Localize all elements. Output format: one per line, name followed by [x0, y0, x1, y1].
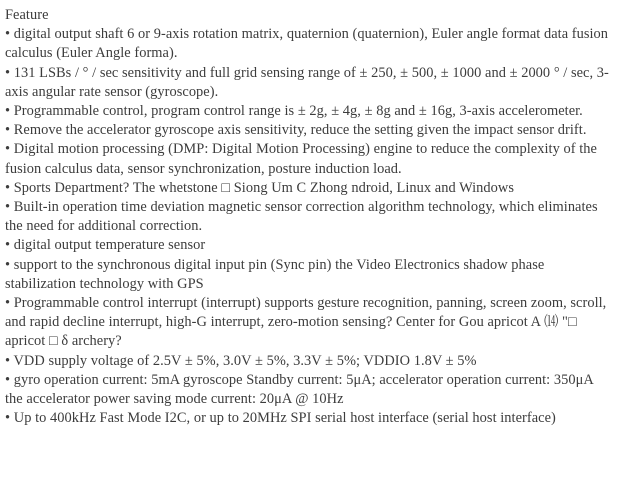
feature-heading: Feature	[5, 7, 49, 23]
feature-item-text: VDD supply voltage of 2.5V ± 5%, 3.0V ± 5%, 3.3V ± 5%; VDDIO 1.8V ± 5%	[13, 352, 477, 369]
feature-item	[5, 294, 614, 352]
bullet-icon: •	[5, 179, 11, 196]
feature-item	[5, 409, 614, 428]
feature-item-text: Built-in operation time deviation magnetic sensor correction algorithm technology, which eliminates the need for additional correction.	[5, 199, 598, 235]
feature-item	[5, 64, 614, 102]
feature-list	[5, 25, 614, 428]
feature-item-text: Up to 400kHz Fast Mode I2C, or up to 20MHz SPI serial host interface (serial host interface)	[13, 410, 556, 427]
feature-item-text: gyro operation current: 5mA gyroscope Standby current: 5μA; accelerator operation current: 350μA the accelerator power saving mode current: 20μA @ 10Hz	[5, 371, 594, 408]
bullet-icon: •	[5, 295, 11, 312]
feature-item-text: digital output shaft 6 or 9-axis rotation matrix, quaternion (quaternion), Euler angle format data fusion calculus (Euler Angle forma).	[5, 26, 609, 62]
bullet-icon: •	[5, 352, 11, 369]
feature-item-text: Programmable control, program control range is ± 2g, ± 4g, ± 8g and ± 16g, 3-axis accelerometer.	[13, 103, 583, 120]
feature-item-text: digital output temperature sensor	[13, 237, 206, 254]
bullet-icon: •	[5, 237, 11, 254]
bullet-icon: •	[5, 371, 11, 388]
feature-item	[5, 25, 614, 63]
feature-item	[5, 121, 614, 140]
feature-item	[5, 179, 614, 198]
feature-item-text: Sports Department? The whetstone □ Siong Um C Zhong ndroid, Linux and Windows	[13, 179, 515, 196]
bullet-icon: •	[5, 199, 11, 216]
feature-item	[5, 140, 614, 178]
feature-item-text: Digital motion processing (DMP: Digital Motion Processing) engine to reduce the complexity of the fusion calculus data, sensor synchronization, posture induction load.	[5, 141, 597, 177]
feature-item	[5, 198, 614, 236]
feature-item	[5, 352, 614, 371]
bullet-icon: •	[5, 256, 11, 273]
feature-item	[5, 256, 614, 294]
bullet-icon: •	[5, 103, 11, 120]
feature-item	[5, 102, 614, 121]
feature-item-text: 131 LSBs / ° / sec sensitivity and full grid sensing range of ± 250, ± 500, ± 1000 and ± 2000 ° / sec, 3-axis angular rate sensor (gyroscope).	[5, 64, 609, 100]
feature-item	[5, 371, 614, 409]
bullet-icon: •	[5, 26, 11, 43]
bullet-icon: •	[5, 410, 11, 427]
bullet-icon: •	[5, 122, 11, 139]
feature-item-text: Remove the accelerator gyroscope axis sensitivity, reduce the setting given the impact sensor drift.	[13, 122, 587, 139]
feature-item-text: support to the synchronous digital input pin (Sync pin) the Video Electronics shadow phase stabilization technology with GPS	[5, 256, 545, 292]
feature-item-text: Programmable control interrupt (interrupt) supports gesture recognition, panning, screen zoom, scroll, and rapid decline interrupt, high-G interrupt, zero-motion sensing? Center for Gou apricot A ⒁ "□ apricot □ δ archery?	[5, 295, 607, 350]
bullet-icon: •	[5, 64, 11, 81]
bullet-icon: •	[5, 141, 11, 158]
feature-item	[5, 236, 614, 255]
